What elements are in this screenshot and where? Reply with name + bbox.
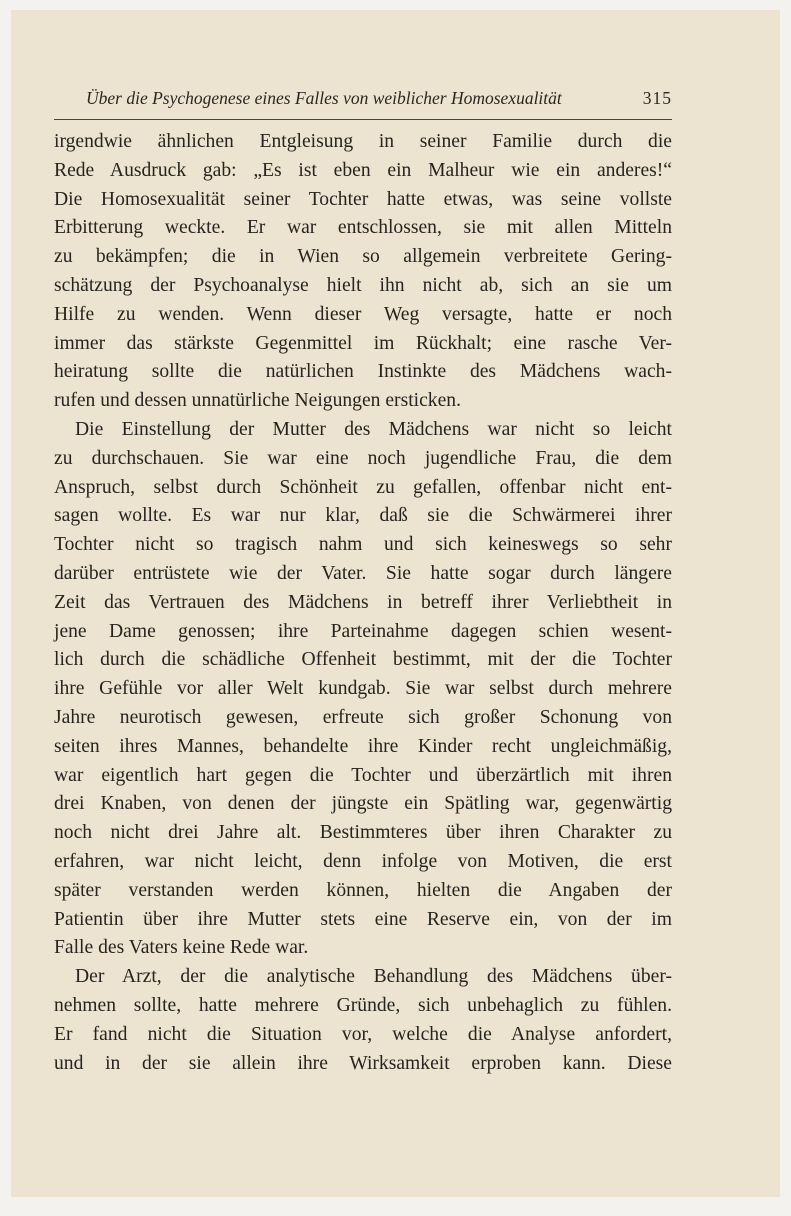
text-line: zu durchschauen. Sie war eine noch jugendliche Frau, die dem xyxy=(54,447,672,469)
text-line: Tochter nicht so tragisch nahm und sich keineswegs so sehr xyxy=(54,534,672,556)
page-number: 315 xyxy=(642,88,672,108)
text-line: darüber entrüstete wie der Vater. Sie hatte sogar durch längere xyxy=(54,562,672,584)
text-line-paragraph-end: Falle des Vaters keine Rede war. xyxy=(54,937,309,959)
text-line-paragraph-start: Der Arzt, der die analytische Behandlung des Mädchens über- xyxy=(75,966,672,988)
text-line: seiten ihres Mannes, behandelte ihre Kinder recht ungleichmäßig, xyxy=(54,735,672,757)
text-line: ihre Gefühle vor aller Welt kundgab. Sie war selbst durch mehrere xyxy=(54,678,672,700)
text-line: und in der sie allein ihre Wirksamkeit erproben kann. Diese xyxy=(54,1052,672,1074)
text-line: war eigentlich hart gegen die Tochter und überzärtlich mit ihren xyxy=(54,764,672,786)
text-line: Die Homosexualität seiner Tochter hatte etwas, was seine vollste xyxy=(54,188,672,210)
text-line: zu bekämpfen; die in Wien so allgemein verbreitete Gering- xyxy=(54,246,672,268)
body-text xyxy=(54,128,672,1078)
text-line: Zeit das Vertrauen des Mädchens in betreff ihrer Verliebtheit in xyxy=(54,591,672,613)
text-line: immer das stärkste Gegenmittel im Rückhalt; eine rasche Ver- xyxy=(54,332,672,354)
text-line: nehmen sollte, hatte mehrere Gründe, sich unbehaglich zu fühlen. xyxy=(54,994,672,1016)
text-line: Erbitterung weckte. Er war entschlossen, sie mit allen Mitteln xyxy=(54,217,672,239)
book-page xyxy=(11,10,780,1197)
header-rule xyxy=(54,119,672,120)
text-line-paragraph-start: Die Einstellung der Mutter des Mädchens war nicht so leicht xyxy=(75,418,672,440)
text-line: sagen wollte. Es war nur klar, daß sie die Schwärmerei ihrer xyxy=(54,505,672,527)
text-line: erfahren, war nicht leicht, denn infolge von Motiven, die erst xyxy=(54,850,672,872)
text-line: jene Dame genossen; ihre Parteinahme dagegen schien wesent- xyxy=(54,620,672,642)
text-line: Anspruch, selbst durch Schönheit zu gefallen, offenbar nicht ent- xyxy=(54,476,672,498)
text-line: Rede Ausdruck gab: „Es ist eben ein Malheur wie ein anderes!“ xyxy=(54,159,672,181)
running-head xyxy=(54,85,672,115)
text-line: Patientin über ihre Mutter stets eine Reserve ein, von der im xyxy=(54,908,672,930)
text-line: noch nicht drei Jahre alt. Bestimmteres über ihren Charakter zu xyxy=(54,822,672,844)
text-line: drei Knaben, von denen der jüngste ein Spätling war, gegenwärtig xyxy=(54,793,672,815)
text-line: später verstanden werden können, hielten die Angaben der xyxy=(54,879,672,901)
text-line: Hilfe zu wenden. Wenn dieser Weg versagte, hatte er noch xyxy=(54,303,672,325)
text-line: lich durch die schädliche Offenheit bestimmt, mit der die Tochter xyxy=(54,649,672,671)
text-line: schätzung der Psychoanalyse hielt ihn nicht ab, sich an sie um xyxy=(54,274,672,296)
text-line: heiratung sollte die natürlichen Instinkte des Mädchens wach- xyxy=(54,361,672,383)
text-line: Jahre neurotisch gewesen, erfreute sich großer Schonung von xyxy=(54,706,672,728)
text-line-paragraph-end: rufen und dessen unnatürliche Neigungen ersticken. xyxy=(54,390,461,412)
text-line: irgendwie ähnlichen Entgleisung in seiner Familie durch die xyxy=(54,131,672,152)
text-line: Er fand nicht die Situation vor, welche die Analyse anfordert, xyxy=(54,1023,672,1045)
running-head-title: Über die Psychogenese eines Falles von weiblicher Homosexualität xyxy=(86,88,562,108)
